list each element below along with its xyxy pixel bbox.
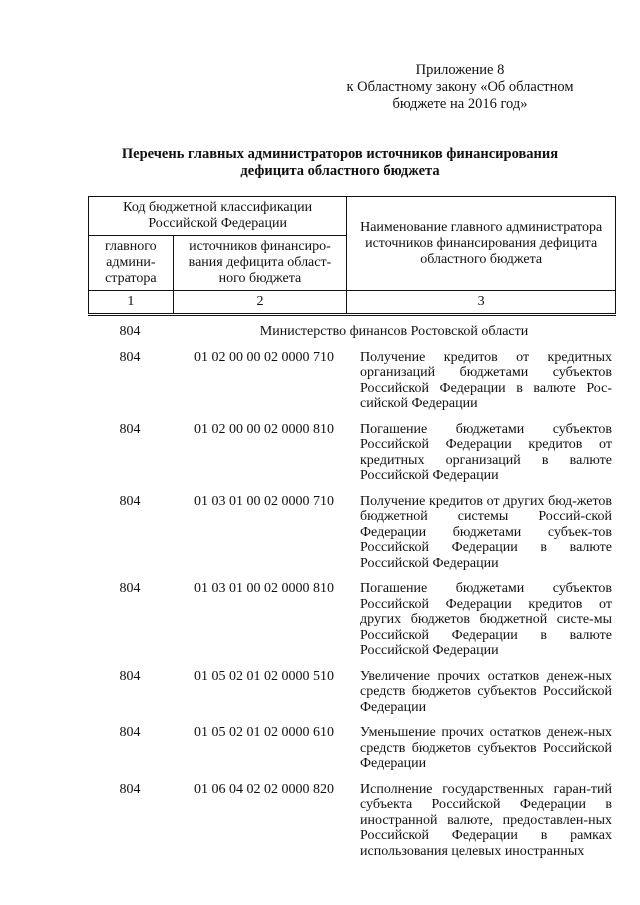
ministry-row	[88, 324, 616, 350]
row-name: Погашение бюджетами субъектов Российской Федерации кредитов от других бюджетов бюджетной систе-мы Российской Федерации в валюте Российской Федерации	[360, 581, 612, 658]
table-header	[88, 196, 616, 316]
document-title	[60, 146, 620, 180]
row-name: Увеличение прочих остатков денеж-ных средств бюджетов субъектов Российской Федерации	[360, 668, 612, 715]
table-row	[88, 494, 616, 582]
appendix-law-ref-cont: бюджете на 2016 год»	[392, 96, 528, 112]
row-admin: 804	[119, 421, 141, 437]
header-num-3: 3	[347, 291, 616, 315]
ministry-code: 804	[119, 324, 141, 339]
row-name: Уменьшение прочих остатков денеж-ных средств бюджетов субъектов Российской Федерации	[360, 725, 612, 771]
table-row	[88, 725, 616, 782]
table-row	[88, 350, 616, 422]
row-code: 01 03 01 00 02 0000 710	[194, 493, 334, 509]
appendix-header	[310, 62, 610, 113]
header-num-1: 1	[89, 291, 174, 315]
header-code-group: Код бюджетной классификации Российской Федерации	[89, 197, 347, 236]
row-code: 01 03 01 00 02 0000 810	[194, 581, 334, 596]
row-admin: 804	[119, 581, 141, 596]
row-admin: 804	[119, 725, 141, 740]
header-col-admin: главного админи-стратора	[89, 236, 174, 291]
header-col-name: Наименование главного администратора источников финансирования дефицита областного бюджета	[347, 197, 616, 291]
header-col-sources: источников финансиро-вания дефицита област-ного бюджета	[173, 236, 347, 291]
row-admin: 804	[119, 781, 141, 797]
table-row	[88, 422, 616, 494]
row-name: Исполнение государственных гаран-тий субъекта Российской Федерации в иностранной валюте, предоставлен-ных Российской Федерации в рамках использования целевых иностранных	[360, 781, 612, 859]
title-line-2: дефицита областного бюджета	[240, 163, 440, 179]
header-num-2: 2	[173, 291, 347, 315]
table-row	[88, 669, 616, 726]
row-code: 01 05 02 01 02 0000 610	[194, 725, 334, 740]
title-line-1: Перечень главных администраторов источников финансирования	[121, 146, 559, 162]
row-code: 01 02 00 00 02 0000 710	[194, 349, 334, 365]
row-code: 01 02 00 00 02 0000 810	[194, 421, 334, 437]
table-row	[88, 782, 616, 870]
row-admin: 804	[119, 349, 141, 365]
ministry-name: Министерство финансов Ростовской области	[259, 324, 529, 339]
row-name: Получение кредитов от кредитных организаций бюджетами субъектов Российской Федерации в валюте Рос-сийской Федерации	[360, 349, 612, 411]
row-admin: 804	[119, 493, 141, 509]
row-admin: 804	[119, 668, 141, 684]
appendix-law-ref: к Областному закону «Об областном	[346, 79, 574, 95]
table-body	[88, 324, 616, 869]
row-name: Получение кредитов от других бюд-жетов бюджетной системы Россий-ской Федерации бюджетами субъек-тов Российской Федерации в валюте Российской Федерации	[360, 493, 612, 571]
appendix-number: Приложение 8	[415, 62, 505, 78]
table-row	[88, 581, 616, 669]
row-code: 01 06 04 02 02 0000 820	[194, 781, 334, 797]
row-code: 01 05 02 01 02 0000 510	[194, 668, 334, 684]
row-name: Погашение бюджетами субъектов Российской Федерации кредитов от кредитных организаций в валюте Российской Федерации	[360, 421, 612, 483]
